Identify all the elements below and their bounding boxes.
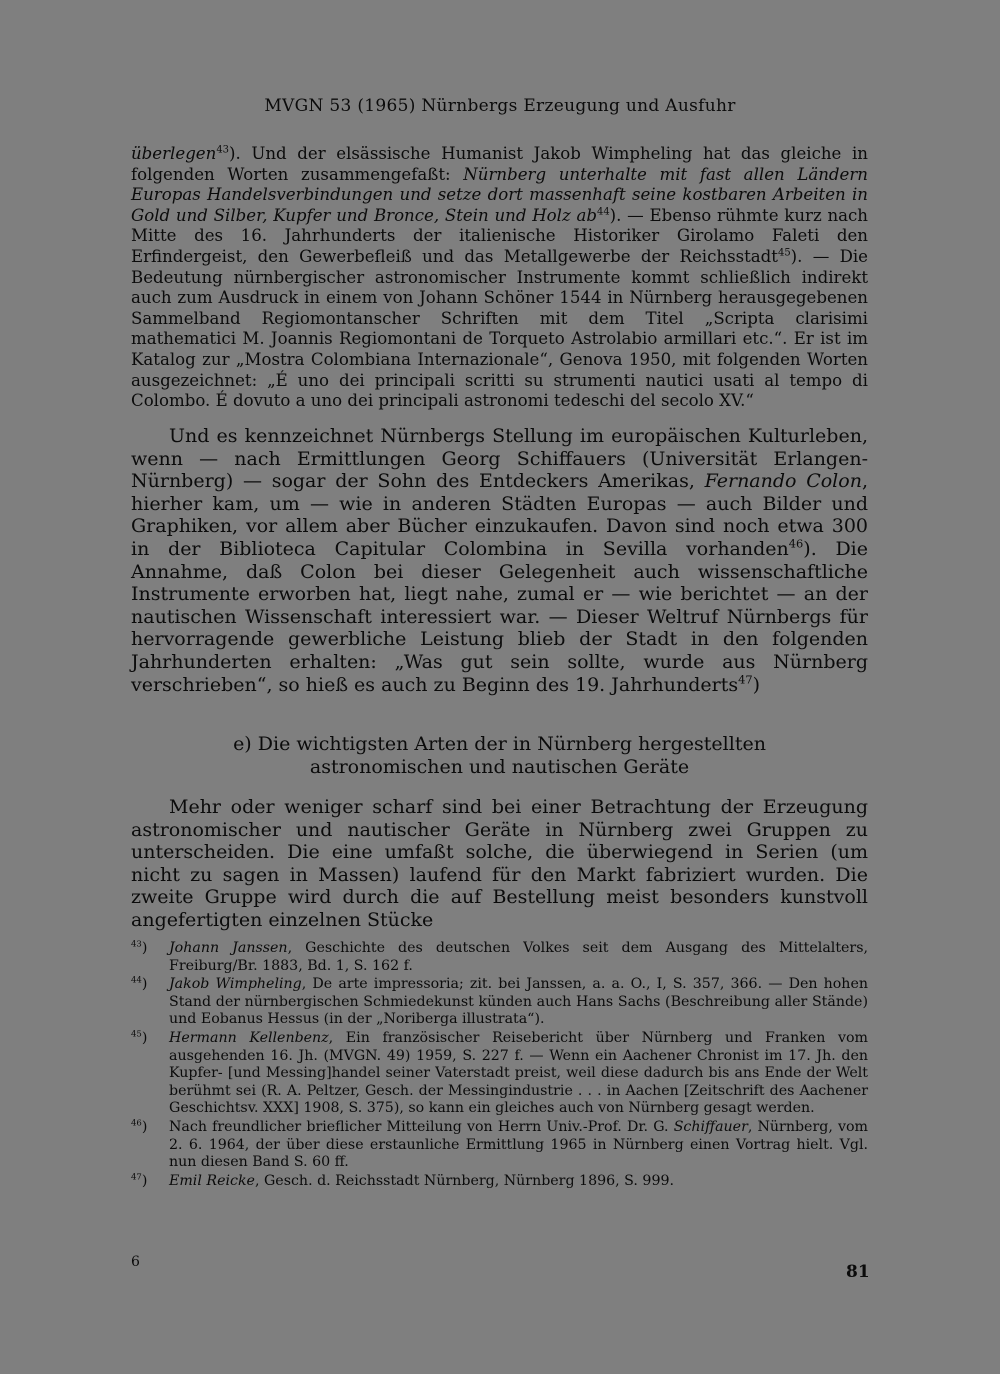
footnote-ref[interactable]: 45 (777, 247, 791, 259)
text-segment: ) (752, 673, 761, 696)
footnote-author: Johann Janssen (169, 940, 288, 956)
footnote (131, 1030, 868, 1118)
paragraph (131, 425, 868, 696)
text-segment: ). — Ebenso rühmte kurz nach Mitte des 16. Jahrhunderts der italienische Historiker Girolamo Faleti den Erfindergeist, den Gewerbefleiß und das Metallgewerbe der Reichsstadt (131, 205, 868, 266)
footnote-text: Hermann Kellenbenz, Ein französischer Reisebericht über Nürnberg und Franken vom ausgehenden 16. Jh. (MVGN. 49) 1959, S. 227 f. — Wenn ein Aachener Chronist im 17. Jh. den Kupfer- [und Messing]handel seiner Vaterstadt preist, weil diese dadurch bis ans Ende der Welt berühmt sei (R. A. Peltzer, Gesch. der Messingindustrie . . . in Aachen [Zeitschrift des Aachener Geschichtsv. XXX] 1908, S. 375), so kann ein gleiches auch von Nürnberg gesagt werden. (169, 1029, 868, 1117)
footnote-author: Emil Reicke (169, 1172, 255, 1189)
text-segment: ). — Die Bedeutung nürnbergischer astronomischer Instrumente kommt schließlich indirekt auch zum Ausdruck in einem von Johann Schöner 1544 in Nürnberg herausgegebenen Sammelband Regiomontanscher Schriften mit dem Titel „Scripta clarisimi mathematici M. Joannis Regiomontani de Torqueto Astrolabio armillari etc.“. Er ist im Katalog zur „Mostra Colombiana Internazionale“, Genova 1950, mit folgenden Worten ausgezeichnet: „É uno dei principali scritti su strumenti nautici usati al tempo di Colombo. É dovuto a uno dei principali astronomi tedeschi del secolo XV.“ (131, 246, 869, 411)
paragraph-continuation (131, 144, 868, 412)
footnote-ref[interactable]: 47 (738, 672, 753, 687)
footnote-number: $^{43}$) (131, 939, 148, 956)
quoted-text: Nürnberg unterhalte mit fast allen Ländern Europas Handelsverbindungen und setze dort massenhaft seine kostbaren Arbeiten in Gold und Silber, Kupfer und Bronce, Stein und Holz ab (131, 164, 868, 225)
footnote-ref[interactable]: 43 (216, 144, 229, 156)
text-segment: ). Und der elsässische Humanist Jakob Wimpheling hat das gleiche in folgenden Worten zusammengefaßt: (131, 144, 868, 184)
footnote-text: Jakob Wimpheling, De arte impressoria; zit. bei Janssen, a. a. O., I, S. 357, 366. — Den hohen Stand der nürnbergischen Schmiedekunst künden auch Hans Sachs (Beschreibung aller Stände) und Eobanus Hessus (in der „Noriberga illustrata“). (169, 976, 868, 1028)
footnote (131, 1173, 868, 1191)
footnotes (131, 940, 868, 1191)
footnote-number: $^{46}$) (131, 1118, 148, 1135)
footnote-number: $^{44}$) (131, 975, 148, 993)
paragraph-text: Mehr oder weniger scharf sind bei einer Betrachtung der Erzeugung astronomischer und nautischer Geräte in Nürnberg zwei Gruppen zu unterscheiden. Die eine umfaßt solche, die überwiegend in Serien (um nicht zu sagen in Massen) laufend für den Markt fabriziert wurden. Die zweite Gruppe wird durch die auf Bestellung meist besonders kunstvoll angefertigten einzelnen Stücke (131, 796, 868, 931)
footnote (131, 976, 868, 1029)
section-heading-line: astronomischen und nautischen Geräte (309, 756, 690, 778)
running-head: MVGN 53 (1965) Nürnbergs Erzeugung und Ausfuhr (264, 96, 736, 116)
page-number: 81 (846, 1262, 870, 1282)
text-segment: , hierher kam, um — wie in anderen Städten Europas — auch Bilder und Graphiken, vor allem aber Bücher einzukaufen. Davon sind noch etwa 300 in der Biblioteca Capitular Colombina in Sevilla vorhanden (131, 470, 868, 560)
footnote-author: Hermann Kellenbenz (169, 1029, 329, 1046)
person-name: Fernando Colon (704, 470, 862, 493)
footnote-ref[interactable]: 44 (597, 206, 610, 218)
text-segment: ). Die Annahme, daß Colon bei dieser Gelegenheit auch wissenschaftliche Instrumente erworben hat, liegt nahe, zumal er — wie berichtet — an der nautischen Wissenschaft interessiert war. — Dieser Weltruf Nürnbergs für hervorragende gewerbliche Leistung blieb der Stadt in den folgenden Jahrhunderten erhalten: „Was gut sein sollte, wurde aus Nürnberg verschrieben“, so hieß es auch zu Beginn des 19. Jahrhunderts (131, 537, 868, 696)
section-heading (131, 733, 868, 779)
footnote-author: Schiffauer (673, 1118, 748, 1135)
section-heading-line: e) Die wichtigsten Arten der in Nürnberg hergestellten (233, 733, 766, 755)
footnote-text: Nach freundlicher brieflicher Mitteilung von Herrn Univ.-Prof. Dr. G. Schiffauer, Nürnberg, vom 2. 6. 1964, der über diese erstaunliche Ermittlung 1965 in Nürnberg einen Vortrag hielt. Vgl. nun diesen Band S. 60 ff. (169, 1118, 868, 1171)
footnote-text: Johann Janssen, Geschichte des deutschen Volkes seit dem Ausgang des Mittelalters, Freiburg/Br. 1883, Bd. 1, S. 162 f. (169, 940, 868, 974)
signature-mark: 6 (131, 1254, 140, 1270)
footnote-author: Jakob Wimpheling (169, 976, 302, 993)
footnote-ref[interactable]: 46 (788, 536, 804, 551)
text-segment: überlegen (131, 144, 217, 163)
footnote-number: $^{45}$) (131, 1029, 148, 1046)
paragraph (131, 796, 868, 932)
footnote-text: Emil Reicke, Gesch. d. Reichsstadt Nürnberg, Nürnberg 1896, S. 999. (169, 1172, 675, 1189)
footnote (131, 1119, 868, 1172)
footnote-number: $^{47}$) (131, 1171, 148, 1189)
text-segment: Und es kennzeichnet Nürnbergs Stellung im europäischen Kulturleben, wenn — nach Ermittlungen Georg Schiffauers (Universität Erlangen-Nürnberg) — sogar der Sohn des Entdeckers Amerikas, (131, 425, 868, 493)
footnote (131, 940, 868, 975)
